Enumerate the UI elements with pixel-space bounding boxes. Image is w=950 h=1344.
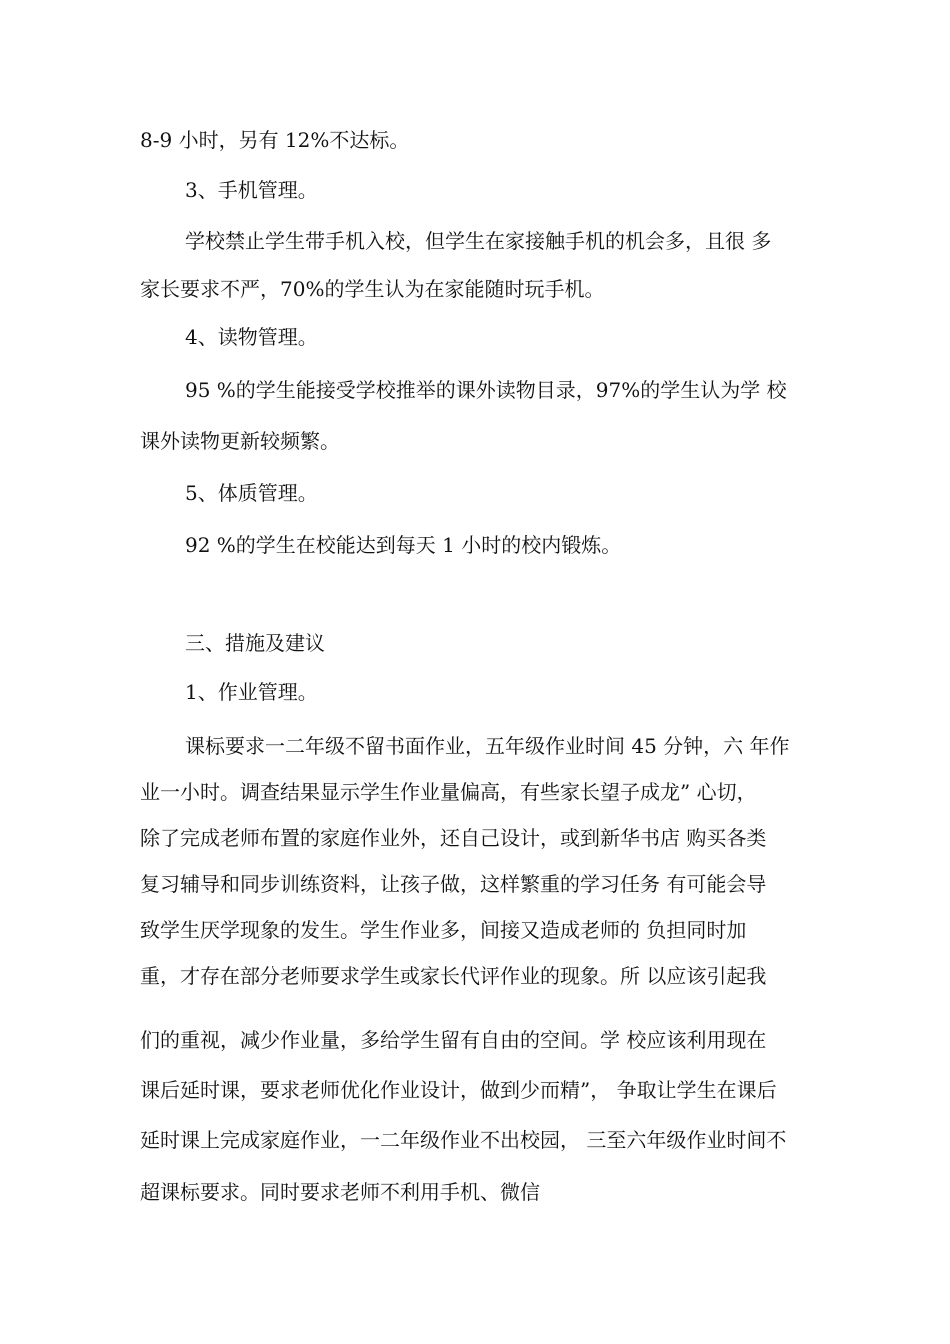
text-line-16: 致学生厌学现象的发生。学生作业多，间接又造成老师的 负担同时加	[140, 918, 747, 942]
text-line-1: 8-9 小时，另有 12%不达标。	[140, 128, 410, 152]
text-line-7: 课外读物更新较频繁。	[140, 429, 340, 453]
heading-reading-management: 4、读物管理。	[185, 325, 318, 349]
text-line-20: 延时课上完成家庭作业，一二年级作业不出校园， 三至六年级作业时间不	[140, 1128, 787, 1152]
text-line-6: 95 %的学生能接受学校推举的课外读物目录，97%的学生认为学 校	[185, 378, 787, 402]
text-line-21: 超课标要求。同时要求老师不利用手机、微信	[140, 1180, 540, 1204]
text-line-19: 课后延时课，要求老师优化作业设计，做到少而精”， 争取让学生在课后	[140, 1078, 777, 1102]
text-line-13: 业一小时。调查结果显示学生作业量偏高，有些家长望子成龙” 心切，	[140, 780, 757, 804]
heading-homework-management: 1、作业管理。	[185, 680, 318, 704]
heading-physical-management: 5、体质管理。	[185, 481, 318, 505]
text-line-9: 92 %的学生在校能达到每天 1 小时的校内锻炼。	[185, 533, 622, 557]
text-line-18: 们的重视，减少作业量，多给学生留有自由的空间。学 校应该利用现在	[140, 1028, 767, 1052]
text-line-12: 课标要求一二年级不留书面作业，五年级作业时间 45 分钟，六 年作	[185, 734, 790, 758]
text-line-14: 除了完成老师布置的家庭作业外，还自己设计，或到新华书店 购买各类	[140, 826, 767, 850]
text-line-4: 家长要求不严，70%的学生认为在家能随时玩手机。	[140, 277, 605, 301]
text-line-15: 复习辅导和同步训练资料，让孩子做，这样繁重的学习任务 有可能会导	[140, 872, 767, 896]
heading-phone-management: 3、手机管理。	[185, 178, 318, 202]
text-line-3: 学校禁止学生带手机入校，但学生在家接触手机的机会多，且很 多	[185, 229, 772, 253]
section-heading-measures: 三、措施及建议	[185, 631, 325, 655]
text-line-17: 重，才存在部分老师要求学生或家长代评作业的现象。所 以应该引起我	[140, 964, 767, 988]
